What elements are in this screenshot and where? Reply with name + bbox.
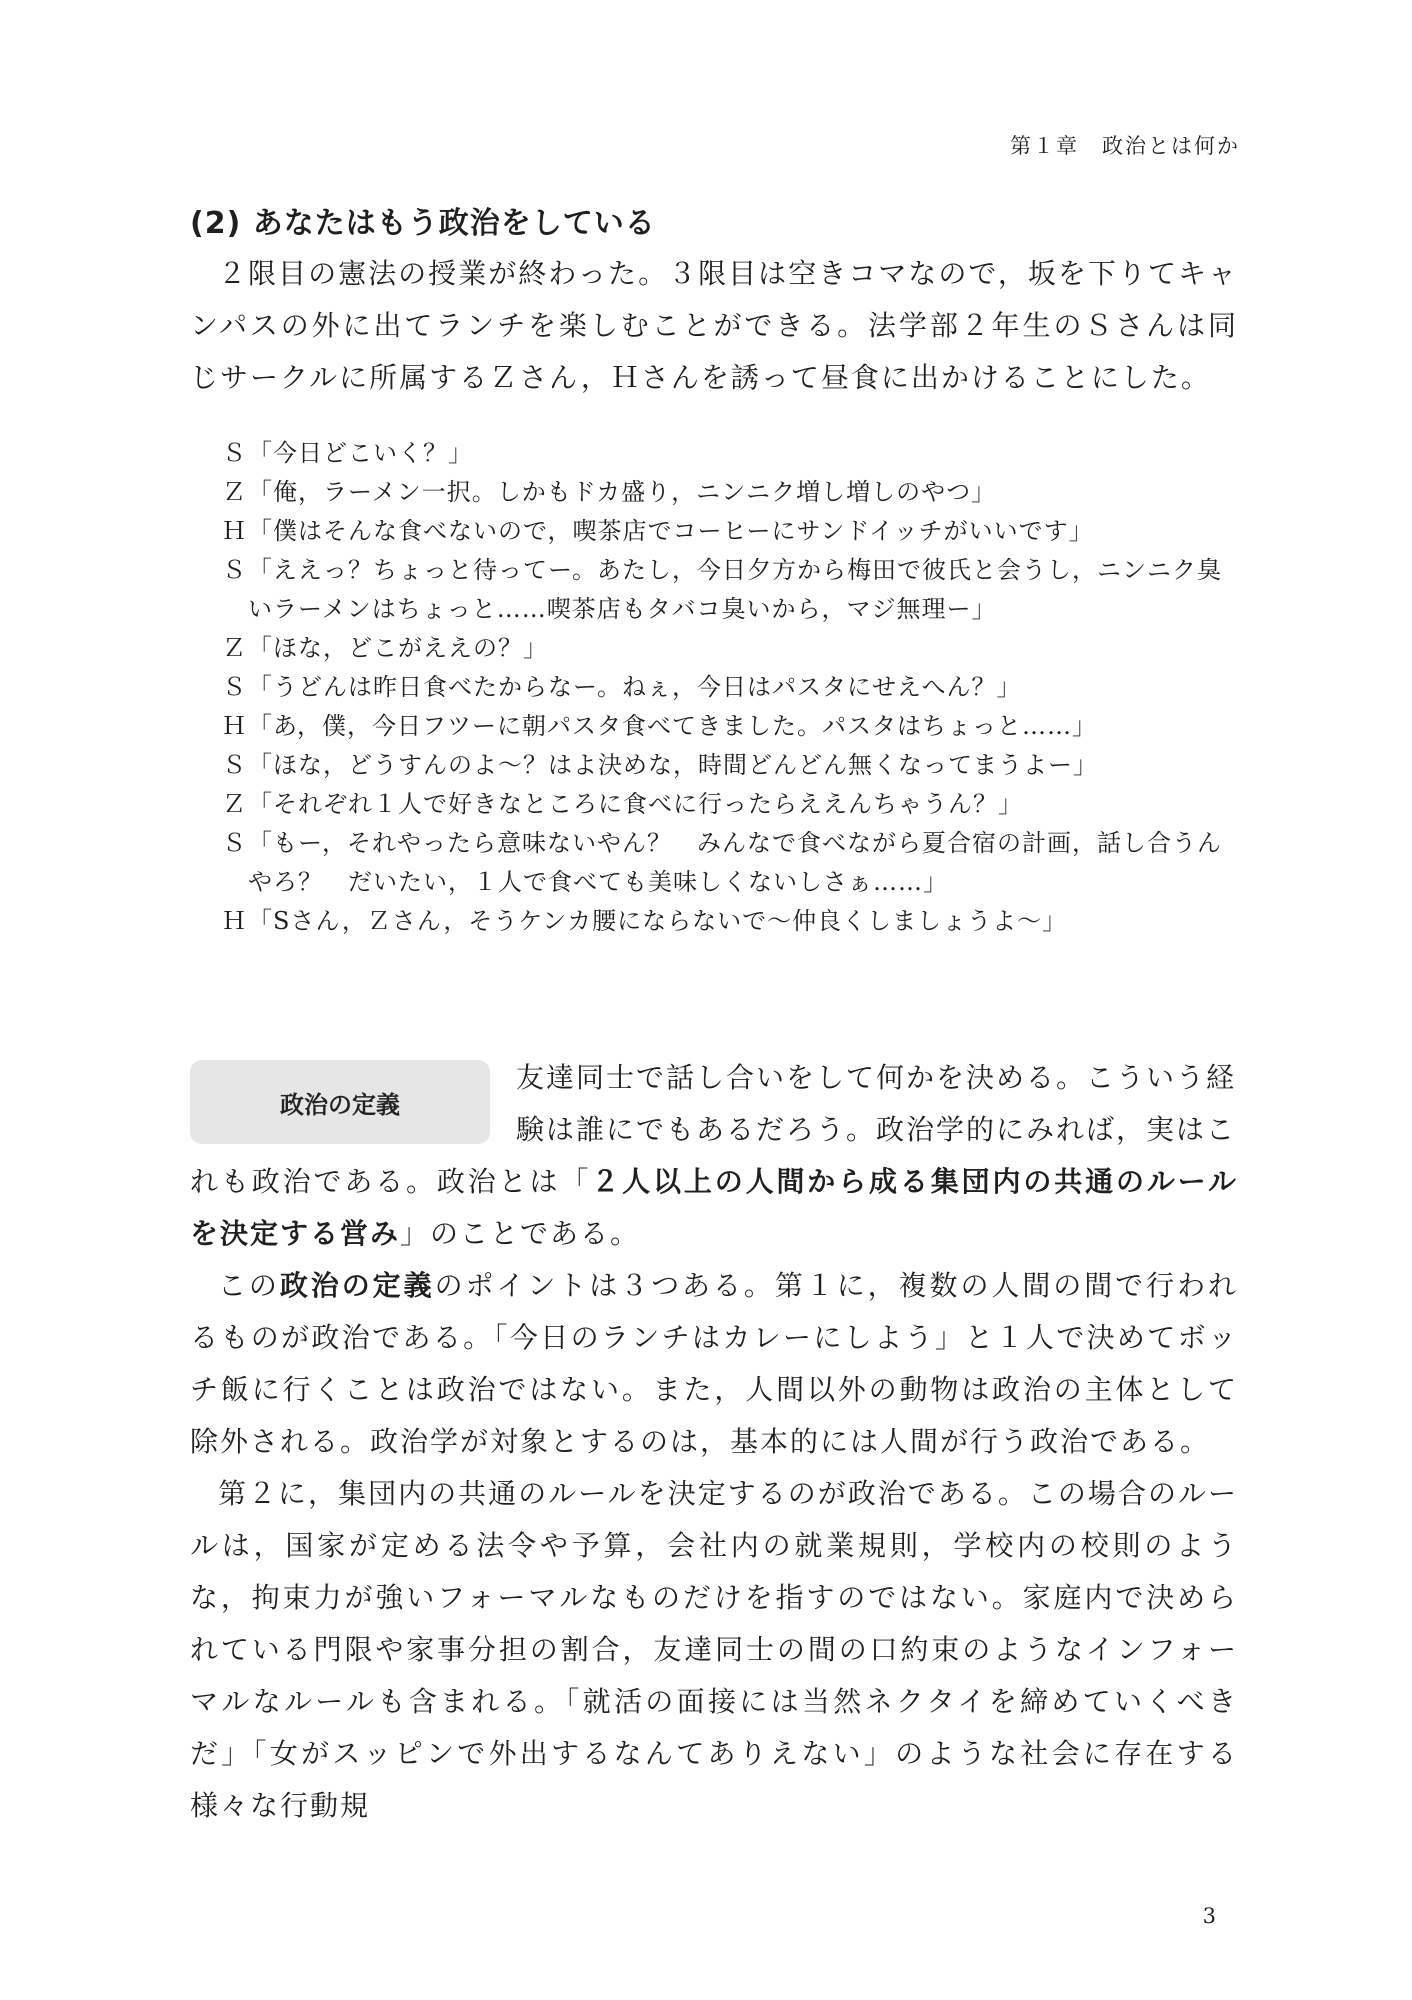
- dialogue-text: 「俺，ラーメン一択。しかもドカ盛り，ニンニク増し増しのやつ」: [248, 478, 997, 506]
- speaker-label: Ｚ: [222, 634, 247, 662]
- dialogue-text: 「僕はそんな食べないので，喫茶店でコーヒーにサンドイッチがいいです」: [248, 517, 1094, 545]
- dialogue-line: [222, 434, 1242, 473]
- speaker-label: Ｓ: [222, 751, 247, 779]
- dialogue-text: 「もー，それやったら意味ないやん？ みんなで食べながら夏合宿の計画，話し合うんやろ？ だいたい，１人で食べても美味しくないしさぁ……」: [248, 829, 1223, 896]
- speaker-label: Ｓ: [222, 829, 247, 857]
- definition-line-2: 験は誰にでもあるだろう。政治学的にみれば，実はこ: [516, 1113, 1237, 1146]
- speaker-label: Ｈ: [222, 517, 247, 545]
- dialogue-text: 「うどんは昨日食べたからなー。ねぇ，今日はパスタにせえへん？」: [248, 673, 1022, 701]
- speaker-label: Ｓ: [222, 673, 247, 701]
- dialogue-line: [222, 707, 1242, 746]
- page-number: 3: [1202, 1904, 1216, 1928]
- dialogue-line: [222, 824, 1242, 902]
- point-one-paragraph: [190, 1260, 1238, 1468]
- point-intro-after: のポイントは３つある。第１に，複数の人間の間で行われるものが政治である。「今日のランチはカレーにしよう」と１人で決めてボッチ飯に行くことは政治ではない。また，人間以外の動物は政治の主体として除外される。政治学が対象とするのは，基本的には人間が行う政治である。: [190, 1269, 1238, 1458]
- dialogue-line: [222, 746, 1242, 785]
- dialogue-text: 「あ，僕，今日フツーに朝パスタ食べてきました。パスタはちょっと……」: [248, 712, 1098, 740]
- dialogue-line: [222, 902, 1242, 941]
- point-intro-before: この: [218, 1269, 280, 1302]
- definition-emphasis: ２人以上の人間から成る集団内の共通のルールを決定する営み: [190, 1165, 1238, 1250]
- dialogue-line: [222, 629, 1242, 668]
- dialogue-text: 「今日どこいく？」: [248, 439, 473, 467]
- speaker-label: Ｓ: [222, 439, 247, 467]
- speaker-label: Ｈ: [222, 712, 247, 740]
- dialogue-list: [222, 434, 1242, 941]
- speaker-label: Ｓ: [222, 556, 247, 584]
- speaker-label: Ｚ: [222, 790, 247, 818]
- dialogue-line: [222, 785, 1242, 824]
- dialogue-line: [222, 551, 1242, 629]
- dialogue-text: 「Sさん，Ｚさん，そうケンカ腰にならないで〜仲良くしましょうよ〜」: [248, 907, 1068, 935]
- speaker-label: Ｚ: [222, 478, 247, 506]
- dialogue-text: 「ええっ？ちょっと待ってー。あたし，今日夕方から梅田で彼氏と会うし，ニンニク臭いラーメンはちょっと……喫茶店もタバコ臭いから，マジ無理ー」: [248, 556, 1223, 623]
- dialogue-text: 「ほな，どうすんのよ〜？はよ決めな，時間どんどん無くなってまうよー」: [248, 751, 1098, 779]
- dialogue-line: [222, 668, 1242, 707]
- intro-paragraph: ２限目の憲法の授業が終わった。３限目は空きコマなので，坂を下りてキャンパスの外に出てランチを楽しむことができる。法学部２年生のＳさんは同じサークルに所属するＺさん，Ｈさんを誘って昼食に出かけることにした。: [190, 257, 1238, 394]
- point-intro-emphasis: 政治の定義: [279, 1269, 435, 1302]
- running-head: 第１章 政治とは何か: [1010, 134, 1240, 158]
- definition-text-before: れも政治である。政治とは「: [190, 1165, 592, 1198]
- point-two-paragraph: 第２に，集団内の共通のルールを決定するのが政治である。この場合のルールは，国家が定める法令や予算，会社内の就業規則，学校内の校則のような，拘束力が強いフォーマルなものだけを指すのではない。家庭内で決められている門限や家事分担の割合，友達同士の間の口約束のようなインフォーマルなルールも含まれる。「就活の面接には当然ネクタイを締めていくべきだ」「女がスッピンで外出するなんてありえない」のような社会に存在する様々な行動規: [190, 1477, 1238, 1822]
- definition-line-1: 友達同士で話し合いをして何かを決める。こういう経: [516, 1061, 1237, 1094]
- dialogue-line: [222, 512, 1242, 551]
- definition-paragraph: [190, 1156, 1238, 1260]
- dialogue-line: [222, 473, 1242, 512]
- keyword-box: 政治の定義: [190, 1060, 490, 1144]
- section-title: (2) あなたはもう政治をしている: [190, 206, 656, 241]
- dialogue-text: 「それぞれ１人で好きなところに食べに行ったらええんちゃうん？」: [248, 790, 1023, 818]
- definition-text-after: 」のことである。: [400, 1217, 641, 1250]
- speaker-label: Ｈ: [222, 907, 247, 935]
- dialogue-text: 「ほな，どこがええの？」: [248, 634, 548, 662]
